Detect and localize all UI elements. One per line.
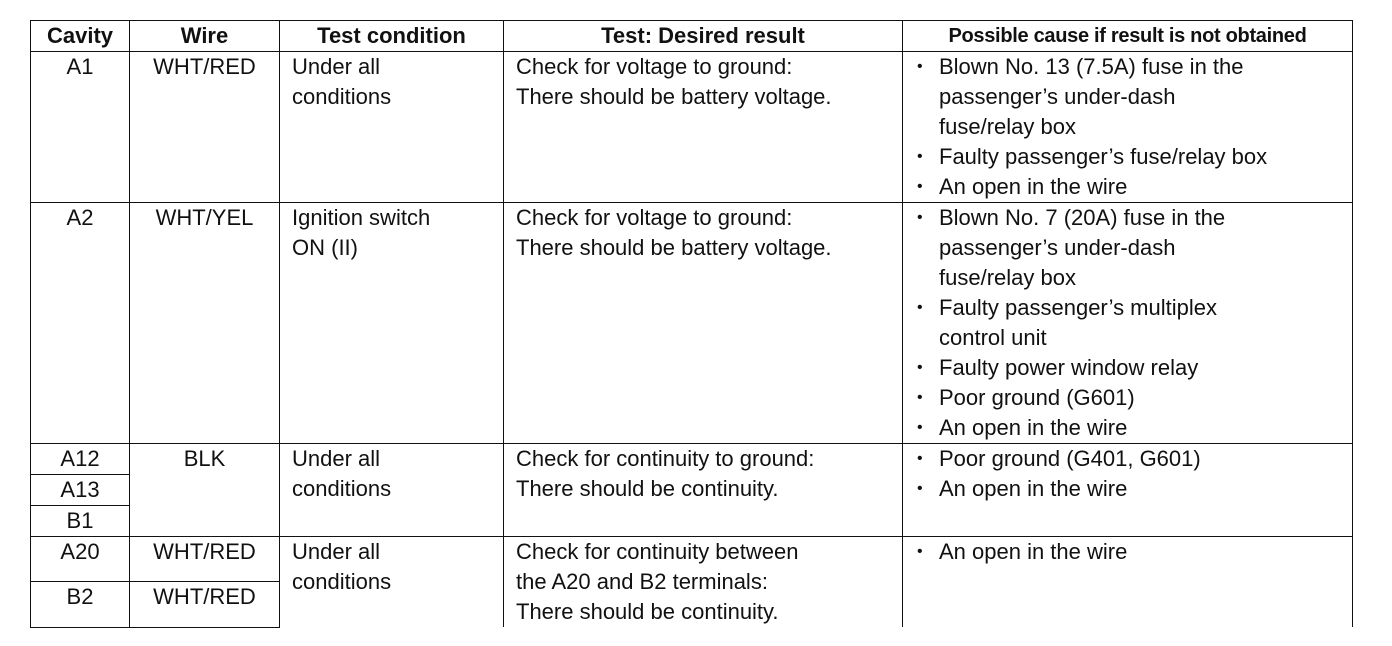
wire-cell: WHT/YEL [130, 203, 280, 444]
cause-list [915, 203, 1352, 443]
desired-result-cell [504, 537, 903, 628]
cause-item [915, 474, 1352, 504]
cause-item [915, 353, 1352, 383]
table-row [31, 203, 1353, 444]
connector-test-table [30, 20, 1353, 628]
cause-item [915, 172, 1352, 202]
test-condition-header: Test condition [280, 21, 504, 52]
cause-line: • An open in the wire [939, 539, 1128, 564]
test-condition-cell [280, 537, 504, 628]
test-condition-cell [280, 203, 504, 444]
test-condition-line: conditions [292, 476, 392, 501]
wire-cell: WHT/RED [130, 52, 280, 203]
cause-list [915, 52, 1352, 202]
desired-result-line: Check for continuity between [516, 539, 799, 564]
cavity-cell: B2 [31, 582, 130, 627]
desired-result-cell [504, 203, 903, 444]
cause-item [915, 142, 1352, 172]
cause-line: control unit [939, 325, 1047, 350]
cause-line: passenger’s under-dash [939, 84, 1176, 109]
desired-result-header: Test: Desired result [504, 21, 903, 52]
cause-item [915, 203, 1352, 293]
cause-list [915, 444, 1352, 504]
desired-result-line: There should be continuity. [516, 476, 779, 501]
cavity-cell: A20 [31, 537, 130, 582]
test-condition-line: Ignition switch [292, 205, 431, 230]
cause-item [915, 52, 1352, 142]
test-condition-line: ON (II) [292, 235, 358, 260]
desired-result-line: There should be battery voltage. [516, 235, 832, 260]
cause-line: fuse/relay box [939, 265, 1076, 290]
possible-cause-cell [903, 444, 1353, 537]
test-condition-line: Under all [292, 446, 381, 471]
table-row [31, 537, 1353, 582]
table-body [31, 52, 1353, 628]
desired-result-line: the A20 and B2 terminals: [516, 569, 768, 594]
cause-line: • Faulty passenger’s fuse/relay box [939, 144, 1268, 169]
table-row [31, 52, 1353, 203]
cause-line: • An open in the wire [939, 415, 1128, 440]
cavity-cell: A13 [31, 475, 130, 506]
header-row [31, 21, 1353, 52]
cause-item [915, 293, 1352, 353]
wire-cell: WHT/RED [130, 582, 280, 627]
cavity-cell: A1 [31, 52, 130, 203]
cause-line: passenger’s under-dash [939, 235, 1176, 260]
cause-line: fuse/relay box [939, 114, 1076, 139]
cause-list [915, 537, 1352, 567]
cause-line: • Faulty passenger’s multiplex [939, 295, 1217, 320]
wire-cell: WHT/RED [130, 537, 280, 582]
possible-cause-cell [903, 537, 1353, 628]
desired-result-line: Check for voltage to ground: [516, 205, 793, 230]
desired-result-cell [504, 52, 903, 203]
table-row [31, 444, 1353, 475]
desired-result-cell [504, 444, 903, 537]
cavity-cell: B1 [31, 506, 130, 537]
test-condition-line: Under all [292, 539, 381, 564]
cause-item [915, 413, 1352, 443]
test-condition-cell [280, 52, 504, 203]
test-condition-cell [280, 444, 504, 537]
cause-line: • An open in the wire [939, 174, 1128, 199]
cavity-cell: A2 [31, 203, 130, 444]
possible-cause-cell [903, 203, 1353, 444]
desired-result-line: Check for voltage to ground: [516, 54, 793, 79]
desired-result-line: There should be continuity. [516, 599, 779, 624]
wire-header: Wire [130, 21, 280, 52]
wire-cell: BLK [130, 444, 280, 537]
possible-cause-cell [903, 52, 1353, 203]
cause-line: • Blown No. 13 (7.5A) fuse in the [939, 54, 1244, 79]
test-condition-line: conditions [292, 569, 392, 594]
cause-line: • Blown No. 7 (20A) fuse in the [939, 205, 1226, 230]
cause-line: • Faulty power window relay [939, 355, 1199, 380]
desired-result-line: There should be battery voltage. [516, 84, 832, 109]
cause-item [915, 383, 1352, 413]
cavity-header: Cavity [31, 21, 130, 52]
cause-line: • An open in the wire [939, 476, 1128, 501]
desired-result-line: Check for continuity to ground: [516, 446, 815, 471]
cause-item [915, 444, 1352, 474]
possible-cause-header: Possible cause if result is not obtained [903, 21, 1353, 52]
test-condition-line: conditions [292, 84, 392, 109]
cause-line: • Poor ground (G601) [939, 385, 1135, 410]
cause-line: • Poor ground (G401, G601) [939, 446, 1201, 471]
cavity-cell: A12 [31, 444, 130, 475]
test-condition-line: Under all [292, 54, 381, 79]
cause-item [915, 537, 1352, 567]
